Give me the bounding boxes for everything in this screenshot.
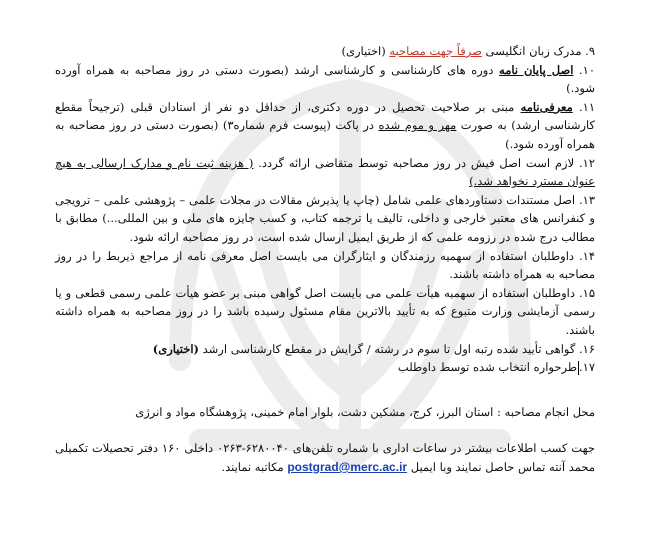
list-item-16: ۱۶. گواهی تأیید شده رتبه اول تا سوم در رشته / گرایش در مقطع کارشناسی ارشد (اختیاری) [152, 341, 595, 356]
highlighted-text: صرفاً جهت مصاحبه [389, 44, 482, 58]
list-item-14: ۱۴. داوطلبان استفاده از سهمیه رزمندگان و ایثارگران می بایست اصل معرفی نامه از مراجع ذیربط را در روز مصاحبه به همراه داشته باشند. [55, 248, 595, 282]
document-body [55, 42, 595, 488]
contact-info: جهت کسب اطلاعات بیشتر در ساعات اداری با شماره تلفن‌های ۶۲۸۰۰۴۰-۰۲۶۳ داخلی ۱۶۰ دفتر تحصیلات تکمیلی محمد آنته تماس حاصل نمایند وبا ایمیل postgrad@merc.ac.ir مکاتبه نمایند. [55, 441, 595, 474]
list-item-13: ۱۳. اصل مستندات دستاوردهای علمی شامل (چاپ یا پذیرش مقالات در مجلات علمی – پژوهشی علمی – ترویجی و کنفرانس های معتبر خارجی و داخلی، تالیف یا ترجمه کتاب، و کسب جایزه های ملی و بین المللی...) مطابق با مطالب درج شده در رزومه علمی که از طریق ایمیل ارسال شده است، در روز مصاحبه ارائه شود. [55, 192, 595, 244]
list-item-9: ۹. مدرک زبان انگلیسی صرفاً جهت مصاحبه (اختیاری) [341, 44, 595, 58]
interview-location: محل انجام مصاحبه : استان البرز، کرج، مشکین دشت، بلوار امام خمینی، پژوهشگاه مواد و انرژی [135, 404, 595, 419]
list-item-15: ۱۵. داوطلبان استفاده از سهمیه هیأت علمی می بایست اصل گواهی مبنی بر عضو هیأت علمی رسمی قطعی و یا رسمی آزمایشی وزارت متبوع که به تأیید بالاترین مقام مسئول رسیده باشد را در روز مصاحبه به همراه داشته باشند. [55, 285, 595, 337]
email-link[interactable]: postgrad@merc.ac.ir [287, 459, 408, 474]
list-item-17: ۱۷.طرحواره انتخاب شده توسط داوطلب [397, 360, 595, 375]
list-item-12: ۱۲. لازم است اصل فیش در روز مصاحبه توسط متقاضی ارائه گردد. ( هزینه ثبت نام و مدارک ارسالی به هیچ عنوان مسترد نخواهد شد.) [55, 155, 596, 189]
list-item-11: ۱۱. معرفی‌نامه مبنی بر صلاحیت تحصیل در دوره دکتری، از حداقل دو نفر از استادان قبلی (ترجیحاً مقطع کارشناسی ارشد) به صورت مهر و موم شده در پاکت (پیوست فرم شماره۳) (بصورت دستی در روز مصاحبه به همراه آورده شود.) [55, 99, 596, 151]
list-item-10: ۱۰. اصل پایان نامه دوره های کارشناسی و کارشناسی ارشد (بصورت دستی در روز مصاحبه به همراه آورده شود.) [55, 62, 596, 96]
